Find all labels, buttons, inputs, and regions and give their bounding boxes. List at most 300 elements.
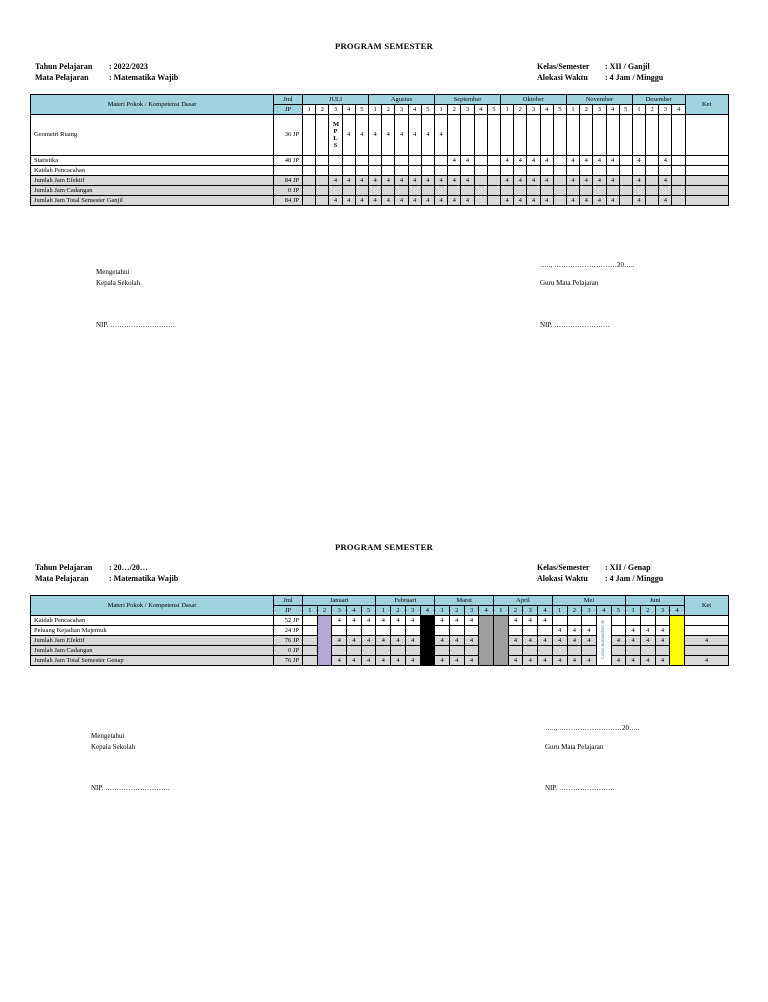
empty-cell	[303, 186, 316, 196]
ket-cell	[685, 186, 728, 196]
empty-cell	[395, 166, 408, 176]
empty-cell	[405, 646, 420, 656]
jp-mark: 4	[500, 176, 513, 186]
week-number: 3	[659, 105, 672, 115]
empty-cell	[474, 166, 487, 176]
schedule-table-ganjil	[30, 94, 729, 206]
empty-cell	[626, 646, 641, 656]
jp-mark: 4	[434, 176, 447, 186]
table-row	[31, 115, 729, 156]
week-number: 5	[619, 105, 632, 115]
empty-cell	[391, 646, 406, 656]
empty-cell	[487, 196, 500, 206]
jp-cell: 84 JP	[274, 196, 303, 206]
header-ket: Ket	[685, 596, 729, 616]
materi-cell: Kaidah Pencacahan	[31, 166, 274, 176]
week-number: 2	[640, 606, 655, 616]
materi-cell: Jumlah Jam Cadangan	[31, 186, 274, 196]
holiday-cell	[494, 616, 509, 666]
mengetahui-label: Mengetahui	[96, 268, 130, 276]
week-number: 5	[487, 105, 500, 115]
jp-mark: 4	[538, 616, 553, 626]
materi-cell: Jumlah Jam Total Semester Genap	[31, 656, 274, 666]
empty-cell	[553, 156, 566, 166]
empty-cell	[355, 186, 368, 196]
jp-mark: 4	[342, 196, 355, 206]
empty-cell	[655, 616, 670, 626]
month-header: Februari	[376, 596, 435, 606]
week-number: 1	[435, 606, 450, 616]
alokasi-label: Alokasi Waktu	[537, 73, 588, 82]
week-number: 2	[448, 105, 461, 115]
schedule-table-genap	[30, 595, 729, 666]
jp-mark: 4	[355, 115, 368, 156]
header-jp: JP	[274, 105, 303, 115]
jp-mark: 4	[540, 176, 553, 186]
week-number: 4	[538, 606, 553, 616]
week-number: 3	[461, 105, 474, 115]
jp-mark: 4	[655, 636, 670, 646]
jp-mark: 4	[552, 636, 567, 646]
empty-cell	[474, 186, 487, 196]
week-number: 4	[479, 606, 494, 616]
jp-mark: 4	[632, 156, 645, 166]
empty-cell	[474, 156, 487, 166]
empty-cell	[593, 115, 606, 156]
mapel-value: : Matematika Wajib	[109, 73, 179, 82]
empty-cell	[449, 626, 464, 636]
jp-mark: 4	[611, 656, 626, 666]
jp-mark: 4	[606, 176, 619, 186]
empty-cell	[382, 156, 395, 166]
jp-mark: 4	[508, 656, 523, 666]
jp-mark: 4	[461, 176, 474, 186]
empty-cell	[332, 646, 347, 656]
jp-mark: 4	[391, 616, 406, 626]
empty-cell	[316, 186, 329, 196]
empty-cell	[376, 646, 391, 656]
materi-cell: Jumlah Jam Total Semester Ganjil	[31, 196, 274, 206]
jp-mark: 4	[347, 636, 362, 646]
empty-cell	[376, 626, 391, 636]
jp-mark: 4	[566, 156, 579, 166]
empty-cell	[646, 196, 659, 206]
holiday-cell	[317, 616, 332, 666]
week-number: 3	[332, 606, 347, 616]
empty-cell	[619, 196, 632, 206]
jp-mark: 4	[408, 196, 421, 206]
jp-mark: 4	[593, 196, 606, 206]
month-header: Maret	[435, 596, 494, 606]
jp-mark: 4	[593, 156, 606, 166]
blocked-cell	[420, 616, 435, 666]
empty-cell	[355, 166, 368, 176]
jp-mark: 4	[606, 156, 619, 166]
ket-cell	[685, 156, 728, 166]
libur-cell	[596, 616, 611, 666]
jp-cell: 76 JP	[274, 656, 303, 666]
jp-mark: 4	[567, 656, 582, 666]
kelas-value: : XII / Genap	[605, 563, 651, 572]
date-line: ….., ………………………20…..	[540, 261, 635, 269]
empty-cell	[461, 115, 474, 156]
table-row	[31, 626, 729, 636]
empty-cell	[582, 616, 597, 626]
jp-mark: 4	[408, 176, 421, 186]
header-jml: Jml	[274, 596, 303, 606]
guru-label: Guru Mata Pelajaran	[540, 279, 599, 287]
materi-cell: Kaidah Pencacahan	[31, 616, 274, 626]
jp-mark: 4	[527, 176, 540, 186]
empty-cell	[538, 646, 553, 656]
kelas-label: Kelas/Semester	[537, 563, 590, 572]
materi-cell: Jumlah Jam Efektif	[31, 176, 274, 186]
empty-cell	[611, 646, 626, 656]
empty-cell	[553, 186, 566, 196]
empty-cell	[606, 166, 619, 176]
week-number: 2	[382, 105, 395, 115]
week-number: 2	[317, 606, 332, 616]
empty-cell	[567, 646, 582, 656]
empty-cell	[464, 626, 479, 636]
empty-cell	[347, 646, 362, 656]
week-number: 2	[316, 105, 329, 115]
jp-mark: 4	[332, 636, 347, 646]
jp-mark: 4	[391, 636, 406, 646]
jp-mark: 4	[405, 616, 420, 626]
jp-cell: 48 JP	[274, 156, 303, 166]
empty-cell	[640, 616, 655, 626]
empty-cell	[672, 196, 685, 206]
jp-mark: 4	[640, 636, 655, 646]
empty-cell	[619, 166, 632, 176]
week-number: 3	[523, 606, 538, 616]
empty-cell	[619, 176, 632, 186]
empty-cell	[672, 166, 685, 176]
ket-cell	[685, 176, 728, 186]
week-number: 4	[670, 606, 685, 616]
jp-mark: 4	[361, 616, 376, 626]
week-number: 3	[655, 606, 670, 616]
jp-mark: 4	[369, 196, 382, 206]
empty-cell	[421, 186, 434, 196]
table-row	[31, 166, 729, 176]
week-number: 3	[405, 606, 420, 616]
meta-right	[537, 61, 663, 83]
jp-mark: 4	[655, 656, 670, 666]
empty-cell	[421, 156, 434, 166]
jp-mark: 4	[514, 156, 527, 166]
jp-mark: 4	[500, 196, 513, 206]
empty-cell	[347, 626, 362, 636]
empty-cell	[538, 626, 553, 636]
meta-right-genap	[537, 562, 663, 584]
empty-cell	[405, 626, 420, 636]
alokasi-label: Alokasi Waktu	[537, 574, 588, 583]
jp-mark: 4	[626, 656, 641, 666]
jp-mark: 4	[361, 656, 376, 666]
materi-cell: Geometri Ruang	[31, 115, 274, 156]
empty-cell	[632, 166, 645, 176]
week-number: 1	[369, 105, 382, 115]
week-number: 1	[494, 606, 509, 616]
empty-cell	[672, 156, 685, 166]
empty-cell	[632, 115, 645, 156]
empty-cell	[303, 115, 316, 156]
empty-cell	[303, 176, 316, 186]
meta-left	[35, 61, 178, 83]
empty-cell	[553, 176, 566, 186]
jp-mark: 4	[659, 196, 672, 206]
empty-cell	[435, 646, 450, 656]
empty-cell	[329, 186, 342, 196]
jp-mark: 4	[421, 196, 434, 206]
jp-mark: 4	[626, 636, 641, 646]
week-number: 2	[646, 105, 659, 115]
jp-mark: 4	[355, 196, 368, 206]
kepala-sekolah-label: Kepala Sekolah	[91, 743, 136, 751]
jp-mark: 4	[593, 176, 606, 186]
empty-cell	[619, 115, 632, 156]
empty-cell	[303, 166, 316, 176]
jp-mark: 4	[329, 176, 342, 186]
ket-cell	[685, 646, 729, 656]
empty-cell	[395, 156, 408, 166]
jp-mark: 4	[523, 636, 538, 646]
week-number: 1	[566, 105, 579, 115]
week-number: 3	[329, 105, 342, 115]
empty-cell	[527, 115, 540, 156]
jp-mark: 4	[508, 636, 523, 646]
jp-mark: 4	[582, 636, 597, 646]
jp-mark: 4	[655, 626, 670, 636]
jp-mark: 4	[567, 636, 582, 646]
jp-mark: 4	[391, 656, 406, 666]
jp-mark: 4	[659, 176, 672, 186]
empty-cell	[434, 166, 447, 176]
jp-cell: 24 JP	[274, 626, 303, 636]
jp-mark: 4	[685, 656, 729, 666]
jp-mark: 4	[538, 636, 553, 646]
jp-mark: 4	[448, 196, 461, 206]
empty-cell	[316, 156, 329, 166]
week-number: 1	[632, 105, 645, 115]
empty-cell	[355, 156, 368, 166]
week-number: 5	[361, 606, 376, 616]
empty-cell	[448, 166, 461, 176]
empty-cell	[580, 166, 593, 176]
month-header: Oktober	[500, 95, 566, 105]
month-header: Juni	[626, 596, 685, 606]
empty-cell	[566, 186, 579, 196]
alokasi-value: : 4 Jam / Minggu	[605, 574, 664, 583]
empty-cell	[582, 646, 597, 656]
date-line-genap: ….., ………………………20…..	[545, 724, 640, 732]
empty-cell	[487, 186, 500, 196]
jp-mark: 4	[500, 156, 513, 166]
materi-cell: Jumlah Jam Efektif	[31, 636, 274, 646]
week-number: 4	[672, 105, 685, 115]
empty-cell	[632, 186, 645, 196]
empty-cell	[646, 156, 659, 166]
jp-mark: 4	[342, 176, 355, 186]
jp-mark: 4	[464, 616, 479, 626]
jp-mark: 4	[461, 196, 474, 206]
empty-cell	[655, 646, 670, 656]
jp-mark: 4	[405, 636, 420, 646]
empty-cell	[487, 115, 500, 156]
week-number: 1	[303, 105, 316, 115]
empty-cell	[408, 186, 421, 196]
week-number: 2	[580, 105, 593, 115]
mapel-label: Mata Pelajaran	[35, 574, 89, 583]
alokasi-value: : 4 Jam / Minggu	[605, 73, 664, 82]
empty-cell	[303, 626, 318, 636]
jp-mark: 4	[342, 115, 355, 156]
empty-cell	[382, 186, 395, 196]
jp-mark: 4	[355, 176, 368, 186]
week-number: 1	[552, 606, 567, 616]
jp-mark: 4	[361, 636, 376, 646]
materi-cell: Statistika	[31, 156, 274, 166]
jp-mark: 4	[448, 176, 461, 186]
libur-ramadhan-label: Libur Ramadhan &	[600, 619, 606, 659]
empty-cell	[611, 626, 626, 636]
empty-cell	[672, 186, 685, 196]
empty-cell	[461, 166, 474, 176]
week-number: 3	[582, 606, 597, 616]
jp-mark: 4	[449, 616, 464, 626]
empty-cell	[646, 166, 659, 176]
jp-mark: 4	[464, 636, 479, 646]
jp-mark: 4	[580, 176, 593, 186]
jp-mark: 4	[606, 196, 619, 206]
empty-cell	[487, 156, 500, 166]
table-row	[31, 616, 729, 626]
jp-mark: 4	[435, 656, 450, 666]
jp-mark: 4	[523, 616, 538, 626]
empty-cell	[361, 626, 376, 636]
empty-cell	[514, 186, 527, 196]
empty-cell	[514, 166, 527, 176]
empty-cell	[461, 186, 474, 196]
empty-cell	[448, 115, 461, 156]
jp-mark: 4	[580, 156, 593, 166]
empty-cell	[332, 626, 347, 636]
meta-left-genap	[35, 562, 178, 584]
month-header: JULI	[303, 95, 369, 105]
jp-mark: 4	[382, 115, 395, 156]
empty-cell	[553, 196, 566, 206]
jp-mark: 4	[611, 636, 626, 646]
jp-mark: 4	[376, 656, 391, 666]
empty-cell	[672, 176, 685, 186]
table-row	[31, 646, 729, 656]
empty-cell	[606, 115, 619, 156]
week-number: 3	[593, 105, 606, 115]
empty-cell	[659, 166, 672, 176]
empty-cell	[329, 166, 342, 176]
empty-cell	[540, 186, 553, 196]
jp-cell: 52 JP	[274, 616, 303, 626]
jp-mark: 4	[376, 636, 391, 646]
materi-cell: Peluang Kejadian Majemuk	[31, 626, 274, 636]
week-number: 5	[421, 105, 434, 115]
table-row	[31, 186, 729, 196]
jp-mark: 4	[508, 616, 523, 626]
jp-mark: 4	[369, 115, 382, 156]
empty-cell	[303, 156, 316, 166]
nip-left-genap: NIP. ……………………….	[91, 784, 170, 792]
jp-mark: 4	[449, 656, 464, 666]
table-row	[31, 636, 729, 646]
empty-cell	[619, 186, 632, 196]
empty-cell	[303, 636, 318, 646]
month-header: September	[434, 95, 500, 105]
empty-cell	[672, 115, 685, 156]
empty-cell	[464, 646, 479, 656]
ket-cell	[685, 115, 728, 156]
empty-cell	[500, 115, 513, 156]
empty-cell	[435, 626, 450, 636]
week-number: 1	[434, 105, 447, 115]
jp-mark: 4	[449, 636, 464, 646]
jp-mark: 4	[632, 176, 645, 186]
week-number: 4	[342, 105, 355, 115]
empty-cell	[540, 166, 553, 176]
week-number: 2	[508, 606, 523, 616]
jp-mark: 4	[369, 176, 382, 186]
mengetahui-label: Mengetahui	[91, 732, 125, 740]
jp-mark: 4	[566, 196, 579, 206]
jp-mark: 4	[347, 656, 362, 666]
empty-cell	[566, 115, 579, 156]
empty-cell	[316, 115, 329, 156]
empty-cell	[552, 616, 567, 626]
jp-mark: 4	[435, 636, 450, 646]
empty-cell	[659, 186, 672, 196]
ket-cell	[685, 626, 729, 636]
jp-cell	[274, 166, 303, 176]
jp-mark: 4	[552, 626, 567, 636]
jp-mark: 4	[640, 656, 655, 666]
jp-mark: 4	[382, 176, 395, 186]
tahun-label: Tahun Pelajaran	[35, 563, 93, 572]
empty-cell	[640, 646, 655, 656]
jp-cell: 84 JP	[274, 176, 303, 186]
week-number: 3	[395, 105, 408, 115]
empty-cell	[449, 646, 464, 656]
empty-cell	[316, 166, 329, 176]
week-number: 1	[376, 606, 391, 616]
empty-cell	[514, 115, 527, 156]
tahun-value: : 20…/20…	[109, 563, 148, 572]
empty-cell	[626, 616, 641, 626]
jp-mark: 4	[567, 626, 582, 636]
mpls-label: M P L S	[332, 120, 340, 149]
week-number: 5	[355, 105, 368, 115]
ket-cell	[685, 166, 728, 176]
holiday-cell	[670, 616, 685, 666]
empty-cell	[303, 656, 318, 666]
empty-cell	[342, 186, 355, 196]
jp-mark: 4	[395, 196, 408, 206]
jp-cell: 0 JP	[274, 186, 303, 196]
materi-cell: Jumlah Jam Cadangan	[31, 646, 274, 656]
empty-cell	[580, 186, 593, 196]
empty-cell	[434, 186, 447, 196]
empty-cell	[487, 176, 500, 186]
